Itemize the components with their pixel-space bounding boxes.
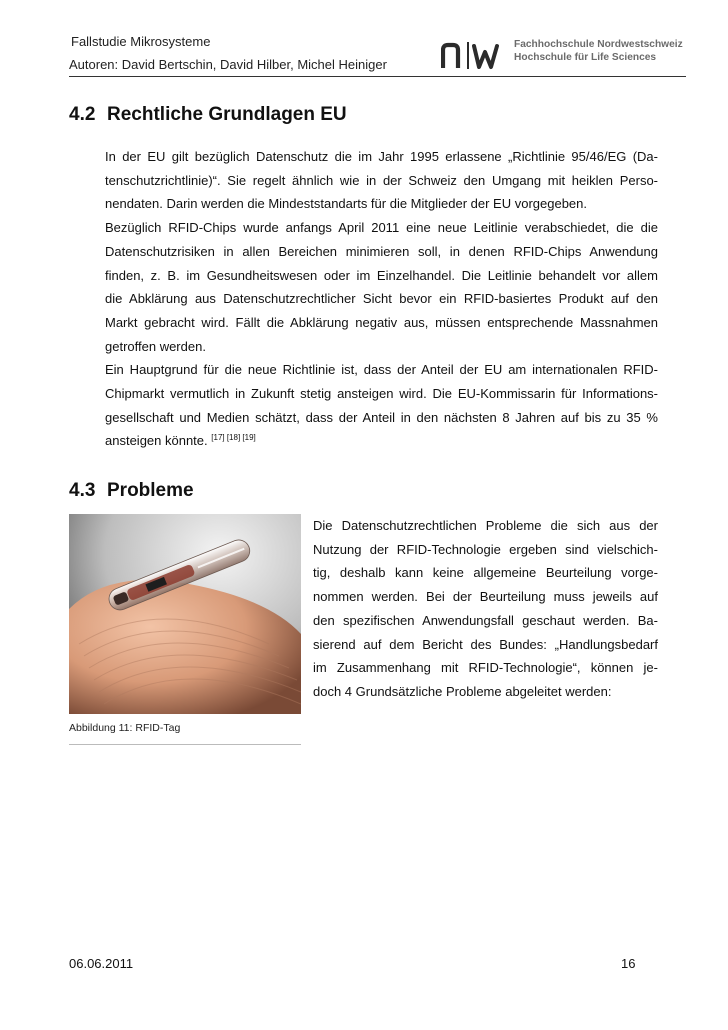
text-line: sierend auf dem Bericht des Bundes: „Handlungsbedarf (313, 636, 658, 652)
section-heading-4-3 (69, 480, 194, 502)
header-authors: Autoren: David Bertschin, David Hilber, Michel Heiniger (69, 57, 387, 72)
section-title: Rechtliche Grundlagen EU (107, 104, 347, 125)
text-line: tenschutzrichtlinie)“. Sie regelt ähnlich wie in der Schweiz den Umgang mit heiklen Perso- (105, 172, 658, 188)
text-line: Ein Hauptgrund für die neue Richtlinie ist, dass der Anteil der EU am internationalen RFID- (105, 362, 658, 378)
logo-line-1: Fachhochschule Nordwestschweiz (514, 39, 683, 50)
section-title: Probleme (107, 480, 194, 501)
figure-caption: Abbildung 11: RFID-Tag (69, 722, 181, 734)
text-line: gesellschaft und Medien schätzt, dass der Anteil in den nächsten 8 Jahren auf bis zu 35 % (105, 409, 658, 425)
text-line: tig, deshalb kann keine allgemeine Beurteilung vorge- (313, 565, 658, 581)
section-number: 4.2 (69, 104, 96, 125)
header-rule (69, 76, 686, 77)
text-line: In der EU gilt bezüglich Datenschutz die im Jahr 1995 erlassene „Richtlinie 95/46/EG (Da- (105, 149, 658, 164)
logo-line-2: Hochschule für Life Sciences (514, 52, 657, 63)
text-line: im Zusammenhang mit RFID-Technologie“, können je- (313, 660, 658, 676)
text-line: Datenschutzrisiken in allen Bereichen minimieren soll, in denen RFID-Chips Anwendung (105, 243, 658, 259)
page-number: 16 (621, 956, 636, 971)
section-number: 4.3 (69, 480, 96, 501)
text-line: finden, z. B. im Gesundheitswesen oder im Einzelhandel. Die Leitlinie behandelt vor allem (105, 267, 658, 283)
text-line: die Abklärung aus Datenschutzrechtlicher Sicht bevor ein RFID-basiertes Produkt auf den (105, 291, 658, 307)
text-line: getroffen werden. (105, 338, 206, 354)
section-4-3-body (313, 514, 658, 704)
text-line-with-citation (105, 429, 658, 453)
text-line: doch 4 Grundsätzliche Probleme abgeleitet werden: (313, 683, 612, 699)
footer-date: 06.06.2011 (69, 956, 134, 971)
text-line: nommen werden. Bei der Beurteilung muss jeweils auf (313, 589, 658, 605)
text-line: den spezifischen Anwendungsfall geschaut werden. Ba- (313, 612, 658, 628)
text-line: ansteigen könnte. (105, 433, 208, 449)
section-heading-4-2 (69, 104, 347, 126)
rfid-tag-photo (69, 514, 301, 714)
text-line: Die Datenschutzrechtlichen Probleme die sich aus der (313, 518, 658, 533)
fhnw-logo-mark (441, 40, 501, 70)
text-line: Markt gebracht wird. Fällt die Abklärung negativ aus, müssen entsprechende Massnahmen (105, 314, 658, 330)
citation-reference: [17] [18] [19] (211, 433, 256, 443)
text-line: nendaten. Darin werden die Mindeststandarts für die Mitglieder der EU vorgegeben. (105, 196, 587, 212)
text-line: Chipmarkt vermutlich in Zukunft stetig ansteigen wird. Die EU-Kommissarin für Informations- (105, 386, 658, 402)
caption-rule (69, 744, 301, 745)
text-line: Nutzung der RFID-Technologie ergeben sind vielschich- (313, 541, 658, 557)
text-line: Bezüglich RFID-Chips wurde anfangs April 2011 eine neue Leitlinie verabschiedet, die die (105, 220, 658, 236)
fhnw-logo-text (514, 38, 683, 64)
section-4-2-body (105, 145, 658, 453)
header-title: Fallstudie Mikrosysteme (71, 34, 211, 49)
